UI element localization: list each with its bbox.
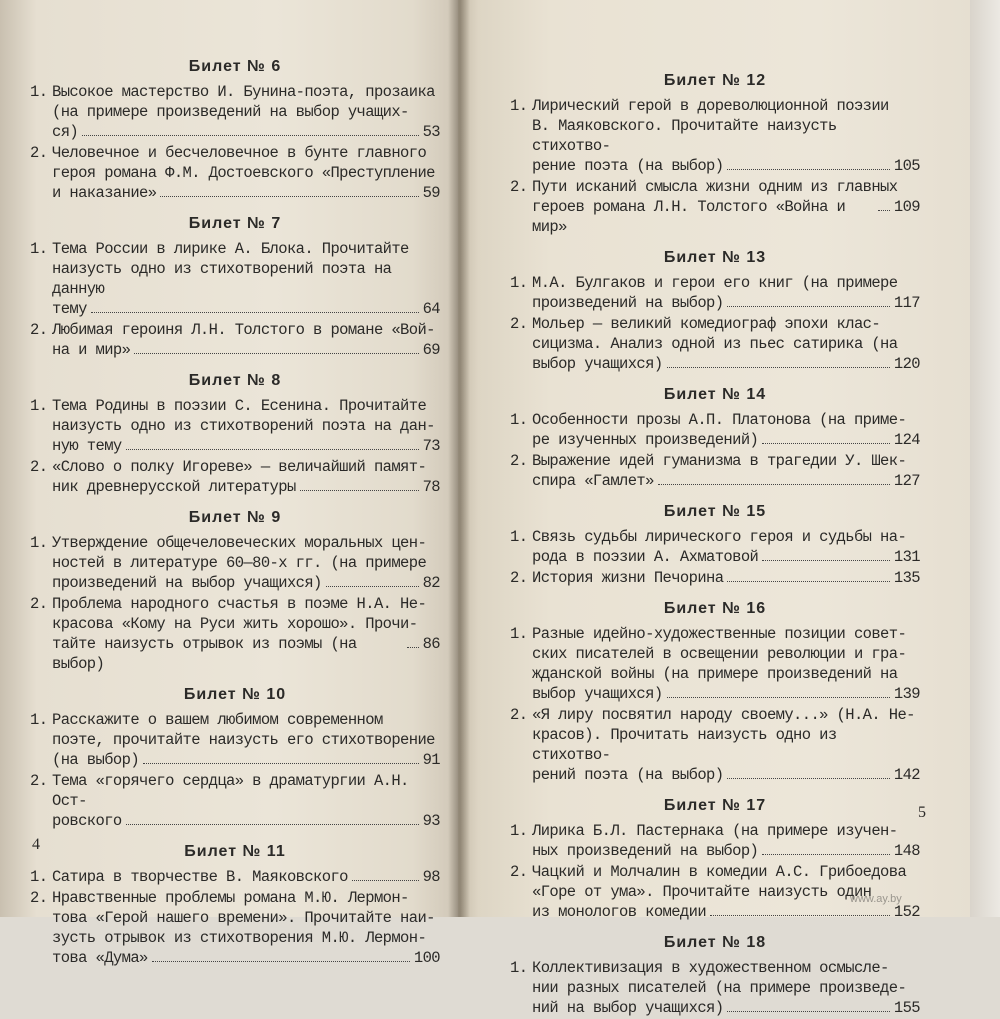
toc-entry bbox=[30, 533, 440, 593]
dot-leader bbox=[710, 915, 890, 916]
entry-page-number: 59 bbox=[422, 184, 440, 202]
entry-text-line: на и мир» bbox=[52, 341, 131, 359]
entry-text-line: ре изученных произведений) bbox=[532, 431, 759, 449]
toc-entry bbox=[510, 624, 920, 704]
entry-page-number: 148 bbox=[893, 842, 920, 860]
toc-entry bbox=[510, 273, 920, 313]
toc-entry bbox=[30, 239, 440, 319]
entry-page-number: 127 bbox=[893, 472, 920, 490]
ticket-heading: Билет № 6 bbox=[188, 58, 282, 75]
entry-text-line: Мольер — великий комедиограф эпохи клас- bbox=[532, 315, 881, 333]
page-edge bbox=[970, 0, 1000, 917]
entry-text-line: Высокое мастерство И. Бунина-поэта, прозаика bbox=[52, 83, 435, 101]
dot-leader bbox=[126, 824, 419, 825]
entry-text-line: тему bbox=[52, 300, 87, 318]
entry-text-line: выбор учащихся) bbox=[532, 685, 663, 703]
dot-leader bbox=[82, 135, 418, 136]
toc-entry bbox=[510, 177, 920, 237]
ticket-heading: Билет № 10 bbox=[183, 686, 287, 703]
entry-number: 2. bbox=[30, 772, 48, 790]
entry-number: 2. bbox=[30, 889, 48, 907]
entry-page-number: 86 bbox=[422, 635, 440, 653]
right-page bbox=[458, 0, 970, 1017]
entry-text-line: Тема «горячего сердца» в драматургии А.Н. Ост- bbox=[52, 772, 409, 810]
entry-text-line: «Горе от ума». Прочитайте наизусть один bbox=[532, 883, 872, 901]
dot-leader bbox=[727, 778, 889, 779]
dot-leader bbox=[878, 210, 890, 211]
entry-text-line: Утверждение общечеловеческих моральных цен- bbox=[52, 534, 427, 552]
entry-number: 2. bbox=[30, 321, 48, 339]
entry-text-line: ностей в литературе 60—80-х гг. (на примере bbox=[52, 554, 427, 572]
entry-text-line: Разные идейно-художественные позиции совет- bbox=[532, 625, 907, 643]
entry-text-line: красов). Прочитать наизусть одно из стихотво- bbox=[532, 726, 837, 764]
entry-text-line: спира «Гамлет» bbox=[532, 472, 654, 490]
entry-text-line: сицизма. Анализ одной из пьес сатирика (на bbox=[532, 335, 898, 353]
entry-text-line: наизусть одно из стихотворений поэта на дан- bbox=[52, 417, 435, 435]
entry-number: 1. bbox=[30, 711, 48, 729]
entry-number: 2. bbox=[510, 863, 528, 881]
entry-page-number: 155 bbox=[893, 999, 920, 1017]
toc-entry bbox=[30, 396, 440, 456]
dot-leader bbox=[126, 449, 419, 450]
dot-leader bbox=[658, 484, 890, 485]
dot-leader bbox=[143, 763, 419, 764]
entry-text-line: рений поэта (на выбор) bbox=[532, 766, 724, 784]
dot-leader bbox=[667, 367, 890, 368]
entry-number: 2. bbox=[30, 458, 48, 476]
entry-text-line: выбор учащихся) bbox=[532, 355, 663, 373]
ticket-heading: Билет № 9 bbox=[188, 509, 282, 526]
entry-page-number: 117 bbox=[893, 294, 920, 312]
entry-text-line: Тема России в лирике А. Блока. Прочитайте bbox=[52, 240, 409, 258]
entry-number: 2. bbox=[510, 706, 528, 724]
entry-number: 1. bbox=[510, 274, 528, 292]
entry-number: 1. bbox=[510, 97, 528, 115]
ticket-heading: Билет № 12 bbox=[663, 72, 767, 89]
entry-text-line: Лирика Б.Л. Пастернака (на примере изучен- bbox=[532, 822, 898, 840]
dot-leader bbox=[727, 1011, 889, 1012]
toc-entry bbox=[510, 410, 920, 450]
ticket-heading: Билет № 8 bbox=[188, 372, 282, 389]
toc-entry bbox=[510, 451, 920, 491]
dot-leader bbox=[326, 586, 419, 587]
entry-text-line: ний на выбор учащихся) bbox=[532, 999, 724, 1017]
toc-entry bbox=[30, 143, 440, 203]
entry-page-number: 135 bbox=[893, 569, 920, 587]
entry-page-number: 152 bbox=[893, 903, 920, 921]
dot-leader bbox=[727, 306, 889, 307]
entry-number: 2. bbox=[510, 452, 528, 470]
entry-text-line: героя романа Ф.М. Достоевского «Преступление bbox=[52, 164, 435, 182]
entry-text-line: и наказание» bbox=[52, 184, 157, 202]
entry-number: 1. bbox=[510, 625, 528, 643]
toc-entry bbox=[30, 82, 440, 142]
dot-leader bbox=[762, 560, 890, 561]
ticket-heading: Билет № 7 bbox=[188, 215, 282, 232]
entry-page-number: 120 bbox=[893, 355, 920, 373]
book-gutter bbox=[448, 0, 470, 917]
dot-leader bbox=[152, 961, 410, 962]
entry-page-number: 78 bbox=[422, 478, 440, 496]
left-toc bbox=[30, 58, 440, 969]
entry-text-line: История жизни Печорина bbox=[532, 569, 724, 587]
entry-page-number: 131 bbox=[893, 548, 920, 566]
dot-leader bbox=[727, 581, 889, 582]
dot-leader bbox=[727, 169, 889, 170]
entry-text-line: Сатира в творчестве В. Маяковского bbox=[52, 868, 348, 886]
entry-text-line: рение поэта (на выбор) bbox=[532, 157, 724, 175]
entry-text-line: ную тему bbox=[52, 437, 122, 455]
toc-entry bbox=[30, 867, 440, 887]
entry-page-number: 105 bbox=[893, 157, 920, 175]
toc-entry bbox=[30, 771, 440, 831]
entry-text-line: това «Дума» bbox=[52, 949, 148, 967]
entry-number: 1. bbox=[510, 411, 528, 429]
toc-entry bbox=[510, 527, 920, 567]
left-page bbox=[0, 0, 458, 967]
entry-text-line: това «Герой нашего времени». Прочитайте наи- bbox=[52, 909, 435, 927]
entry-number: 2. bbox=[510, 569, 528, 587]
entry-text-line: тайте наизусть отрывок из поэмы (на выбор) bbox=[52, 635, 357, 673]
toc-entry bbox=[30, 710, 440, 770]
entry-page-number: 98 bbox=[422, 868, 440, 886]
entry-text-line: из монологов комедии bbox=[532, 903, 707, 921]
entry-page-number: 91 bbox=[422, 751, 440, 769]
entry-text-line: героев романа Л.Н. Толстого «Война и мир» bbox=[532, 198, 846, 236]
toc-entry bbox=[510, 568, 920, 588]
entry-text-line: Тема Родины в поэзии С. Есенина. Прочитайте bbox=[52, 397, 427, 415]
right-toc bbox=[510, 72, 920, 1019]
entry-number: 2. bbox=[30, 595, 48, 613]
entry-text-line: (на примере произведений на выбор учащих- bbox=[52, 103, 409, 121]
entry-text-line: (на выбор) bbox=[52, 751, 140, 769]
entry-text-line: нии разных писателей (на примере произведе- bbox=[532, 979, 907, 997]
dot-leader bbox=[352, 880, 419, 881]
entry-text-line: Коллективизация в художественном осмысле- bbox=[532, 959, 889, 977]
entry-page-number: 93 bbox=[422, 812, 440, 830]
ticket-heading: Билет № 15 bbox=[663, 503, 767, 520]
entry-text-line: Расскажите о вашем любимом современном bbox=[52, 711, 383, 729]
entry-number: 1. bbox=[510, 528, 528, 546]
entry-text-line: Связь судьбы лирического героя и судьбы на- bbox=[532, 528, 907, 546]
entry-text-line: наизусть одно из стихотворений поэта на данную bbox=[52, 260, 392, 298]
toc-entry bbox=[510, 96, 920, 176]
watermark: www.ay.by bbox=[850, 893, 902, 905]
entry-text-line: Человечное и бесчеловечное в бунте главного bbox=[52, 144, 427, 162]
entry-text-line: Любимая героиня Л.Н. Толстого в романе «Вой- bbox=[52, 321, 435, 339]
ticket-heading: Билет № 16 bbox=[663, 600, 767, 617]
toc-entry bbox=[510, 821, 920, 861]
dot-leader bbox=[762, 443, 890, 444]
entry-number: 2. bbox=[30, 144, 48, 162]
entry-number: 1. bbox=[30, 534, 48, 552]
entry-text-line: жданской войны (на примере произведений на bbox=[532, 665, 898, 683]
entry-number: 1. bbox=[510, 959, 528, 977]
dot-leader bbox=[300, 490, 419, 491]
entry-number: 1. bbox=[30, 240, 48, 258]
dot-leader bbox=[160, 196, 418, 197]
entry-page-number: 124 bbox=[893, 431, 920, 449]
entry-number: 2. bbox=[510, 315, 528, 333]
toc-entry bbox=[510, 958, 920, 1018]
entry-page-number: 82 bbox=[422, 574, 440, 592]
dot-leader bbox=[134, 353, 418, 354]
entry-number: 1. bbox=[30, 397, 48, 415]
entry-page-number: 64 bbox=[422, 300, 440, 318]
ticket-heading: Билет № 11 bbox=[184, 843, 286, 860]
entry-text-line: Пути исканий смысла жизни одним из главных bbox=[532, 178, 898, 196]
entry-page-number: 69 bbox=[422, 341, 440, 359]
entry-text-line: Проблема народного счастья в поэме Н.А. Не- bbox=[52, 595, 427, 613]
entry-text-line: ник древнерусской литературы bbox=[52, 478, 296, 496]
entry-page-number: 73 bbox=[422, 437, 440, 455]
dot-leader bbox=[762, 854, 890, 855]
ticket-heading: Билет № 14 bbox=[663, 386, 767, 403]
entry-text-line: ся) bbox=[52, 123, 79, 141]
entry-number: 1. bbox=[510, 822, 528, 840]
entry-number: 1. bbox=[30, 868, 48, 886]
toc-entry bbox=[510, 862, 920, 922]
entry-text-line: зусть отрывок из стихотворения М.Ю. Лермон- bbox=[52, 929, 427, 947]
dot-leader bbox=[91, 312, 419, 313]
entry-text-line: М.А. Булгаков и герои его книг (на примере bbox=[532, 274, 898, 292]
ticket-heading: Билет № 13 bbox=[663, 249, 767, 266]
entry-text-line: Лирический герой в дореволюционной поэзии bbox=[532, 97, 889, 115]
entry-text-line: Особенности прозы А.П. Платонова (на приме- bbox=[532, 411, 907, 429]
page-number-right: 5 bbox=[918, 804, 926, 821]
entry-page-number: 100 bbox=[413, 949, 440, 967]
toc-entry bbox=[30, 594, 440, 674]
entry-number: 1. bbox=[30, 83, 48, 101]
entry-text-line: Нравственные проблемы романа М.Ю. Лермон- bbox=[52, 889, 409, 907]
entry-text-line: ровского bbox=[52, 812, 122, 830]
entry-page-number: 53 bbox=[422, 123, 440, 141]
toc-entry bbox=[30, 457, 440, 497]
entry-text-line: ных произведений на выбор) bbox=[532, 842, 759, 860]
entry-page-number: 139 bbox=[893, 685, 920, 703]
entry-page-number: 109 bbox=[893, 198, 920, 216]
toc-entry bbox=[510, 314, 920, 374]
entry-text-line: ских писателей в освещении революции и гра- bbox=[532, 645, 907, 663]
entry-text-line: «Слово о полку Игореве» — величайший памят- bbox=[52, 458, 427, 476]
toc-entry bbox=[510, 705, 920, 785]
entry-text-line: Чацкий и Молчалин в комедии А.С. Грибоедова bbox=[532, 863, 907, 881]
page-number-left: 4 bbox=[32, 836, 40, 853]
dot-leader bbox=[407, 647, 419, 648]
entry-text-line: произведений на выбор) bbox=[532, 294, 724, 312]
toc-entry bbox=[30, 320, 440, 360]
toc-entry bbox=[30, 888, 440, 968]
entry-text-line: Выражение идей гуманизма в трагедии У. Шек- bbox=[532, 452, 907, 470]
entry-number: 2. bbox=[510, 178, 528, 196]
entry-page-number: 142 bbox=[893, 766, 920, 784]
ticket-heading: Билет № 18 bbox=[663, 934, 767, 951]
entry-text-line: произведений на выбор учащихся) bbox=[52, 574, 322, 592]
entry-text-line: «Я лиру посвятил народу своему...» (Н.А. Не- bbox=[532, 706, 915, 724]
entry-text-line: поэте, прочитайте наизусть его стихотворение bbox=[52, 731, 435, 749]
entry-text-line: В. Маяковского. Прочитайте наизусть стихотво- bbox=[532, 117, 837, 155]
ticket-heading: Билет № 17 bbox=[663, 797, 767, 814]
dot-leader bbox=[667, 697, 890, 698]
entry-text-line: красова «Кому на Руси жить хорошо». Прочи- bbox=[52, 615, 418, 633]
entry-text-line: рода в поэзии А. Ахматовой bbox=[532, 548, 759, 566]
